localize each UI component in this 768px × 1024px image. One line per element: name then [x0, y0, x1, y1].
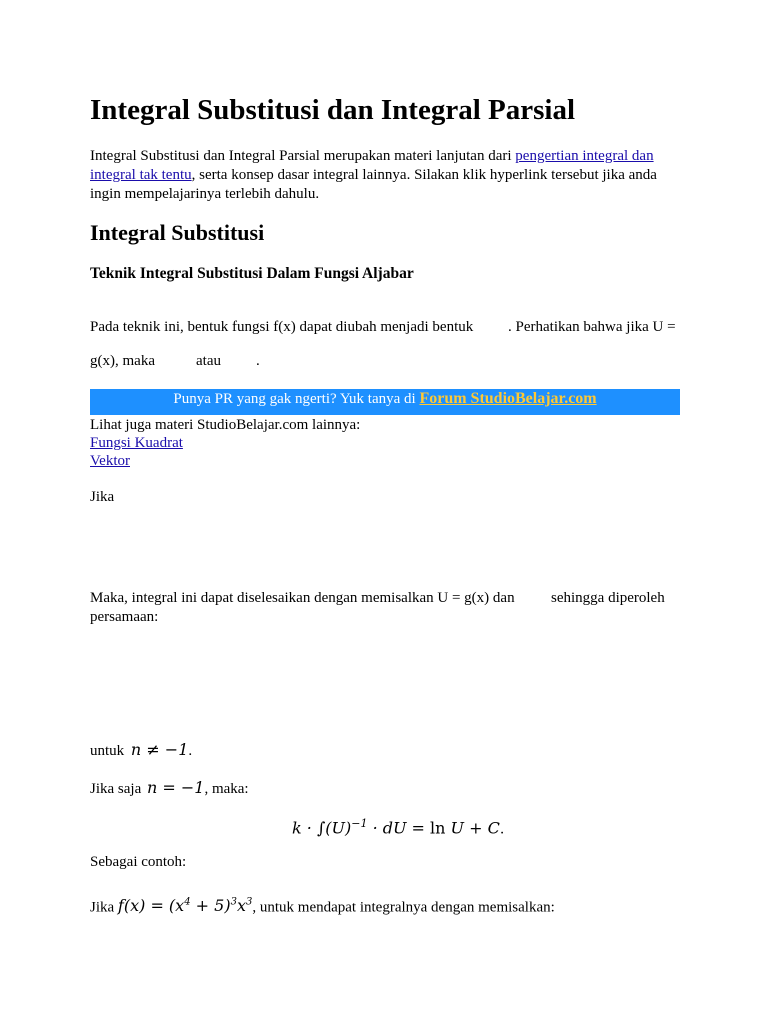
jika-saja-end: , maka:	[204, 781, 249, 797]
intro-text-end: , serta konsep dasar integral lainnya. Silakan klik hyperlink tersebut jika anda ingin mempelajarinya terlebih dahulu.	[90, 167, 657, 202]
fungsi-kuadrat-link[interactable]: Fungsi Kuadrat	[90, 435, 183, 451]
log-formula	[292, 814, 504, 839]
intro-paragraph	[90, 147, 680, 204]
technique-line-1a: Pada teknik ini, bentuk fungsi f(x) dapat diubah menjadi bentuk	[90, 319, 474, 335]
technique-line-1b: . Perhatikan bahwa jika U =	[508, 319, 676, 335]
untuk-line	[90, 740, 192, 761]
formula-end: .	[499, 821, 505, 838]
untuk-end: .	[188, 743, 193, 759]
example-sup-1: 4	[184, 897, 191, 908]
forum-link[interactable]: Forum StudioBelajar.com	[419, 390, 597, 407]
jika-saja-line	[90, 778, 249, 799]
example-mid: + 5)	[190, 896, 231, 916]
maka-line-1a: Maka, integral ini dapat diselesaikan dengan memisalkan U = g(x) dan	[90, 590, 515, 606]
jika-label: Jika	[90, 489, 115, 505]
technique-line-2a: g(x), maka	[90, 353, 155, 369]
vektor-link[interactable]: Vektor	[90, 453, 130, 469]
integral-definition-link[interactable]: pengertian integral dan integral tak tentu	[90, 148, 654, 183]
example-line	[90, 893, 555, 917]
page-title: Integral Substitusi dan Integral Parsial	[90, 94, 575, 126]
example-function	[118, 896, 252, 915]
formula-post-b: U + C	[445, 818, 500, 838]
see-also-label: Lihat juga materi StudioBelajar.com lainnya:	[90, 417, 361, 433]
section-heading: Integral Substitusi	[90, 220, 265, 245]
maka-line-2: persamaan:	[90, 609, 159, 625]
intro-text: Integral Substitusi dan Integral Parsial merupakan materi lanjutan dari	[90, 148, 516, 164]
example-sup-3: 3	[245, 897, 253, 908]
technique-line-2b: atau	[196, 353, 221, 369]
formula-ln: ln	[430, 818, 446, 838]
maka-line-1b: sehingga diperoleh	[551, 590, 665, 606]
example-sup-2: 3	[230, 897, 237, 908]
untuk-math: n ≠ −1	[130, 740, 189, 759]
formula-post-a: · dU =	[367, 818, 431, 838]
formula-exponent: −1	[351, 817, 368, 830]
jika-saja-math: n = −1	[146, 778, 205, 797]
untuk-label: untuk	[90, 743, 125, 759]
subsection-heading: Teknik Integral Substitusi Dalam Fungsi Aljabar	[90, 265, 414, 282]
contoh-label: Sebagai contoh:	[90, 854, 187, 870]
banner-text: Punya PR yang gak ngerti? Yuk tanya di	[173, 391, 420, 407]
forum-banner	[90, 389, 680, 415]
jika-saja-label: Jika saja	[90, 781, 142, 797]
formula-pre: k · ∫(U)	[292, 818, 352, 838]
technique-line-2c: .	[256, 353, 260, 369]
example-f-pre: f(x) = (x	[117, 896, 185, 916]
example-label: Jika	[90, 899, 115, 916]
example-after: , untuk mendapat integralnya dengan memisalkan:	[252, 899, 555, 916]
example-x: x	[236, 896, 246, 916]
